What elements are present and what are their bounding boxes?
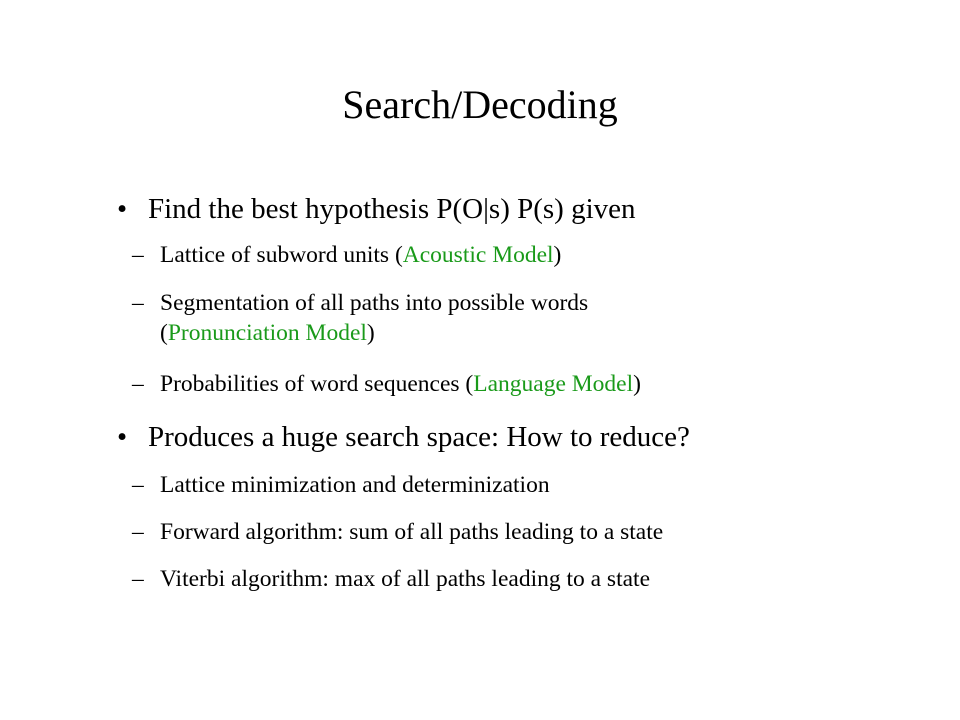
slide-title: Search/Decoding bbox=[342, 82, 618, 127]
subitem-text: Probabilities of word sequences ( bbox=[160, 371, 474, 397]
subitem-text: Viterbi algorithm: max of all paths leading to a state bbox=[160, 566, 651, 592]
dash-marker: – bbox=[132, 566, 144, 592]
bullet-item bbox=[117, 420, 690, 454]
bullet-marker: • bbox=[117, 421, 128, 453]
subitem-text-end: ) bbox=[553, 242, 562, 268]
subitem bbox=[132, 240, 562, 270]
bullet-text: Produces a huge search space: How to reduce? bbox=[148, 421, 690, 453]
subitem-text: Segmentation of all paths into possible words bbox=[160, 290, 589, 316]
subitem-text-line2: ( bbox=[160, 320, 168, 346]
dash-marker: – bbox=[132, 242, 144, 268]
subitem bbox=[132, 288, 589, 348]
subitem bbox=[132, 517, 664, 547]
subitem bbox=[132, 369, 641, 399]
dash-marker: – bbox=[132, 290, 144, 316]
subitem bbox=[132, 564, 651, 594]
subitem-text: Forward algorithm: sum of all paths leading to a state bbox=[160, 519, 664, 545]
acoustic-model-term: Acoustic Model bbox=[402, 242, 554, 268]
dash-marker: – bbox=[132, 371, 144, 397]
subitem-text-end: ) bbox=[366, 320, 375, 346]
dash-marker: – bbox=[132, 519, 144, 545]
subitem-text: Lattice minimization and determinization bbox=[160, 472, 550, 498]
subitem bbox=[132, 470, 550, 500]
bullet-text: Find the best hypothesis P(O|s) P(s) given bbox=[148, 193, 636, 225]
subitem-text-end: ) bbox=[633, 371, 641, 397]
dash-marker: – bbox=[132, 472, 144, 498]
subitem-text: Lattice of subword units ( bbox=[160, 242, 403, 268]
pronunciation-model-term: Pronunciation Model bbox=[167, 320, 367, 346]
bullet-item bbox=[117, 192, 636, 226]
bullet-marker: • bbox=[117, 193, 128, 225]
language-model-term: Language Model bbox=[473, 371, 634, 397]
